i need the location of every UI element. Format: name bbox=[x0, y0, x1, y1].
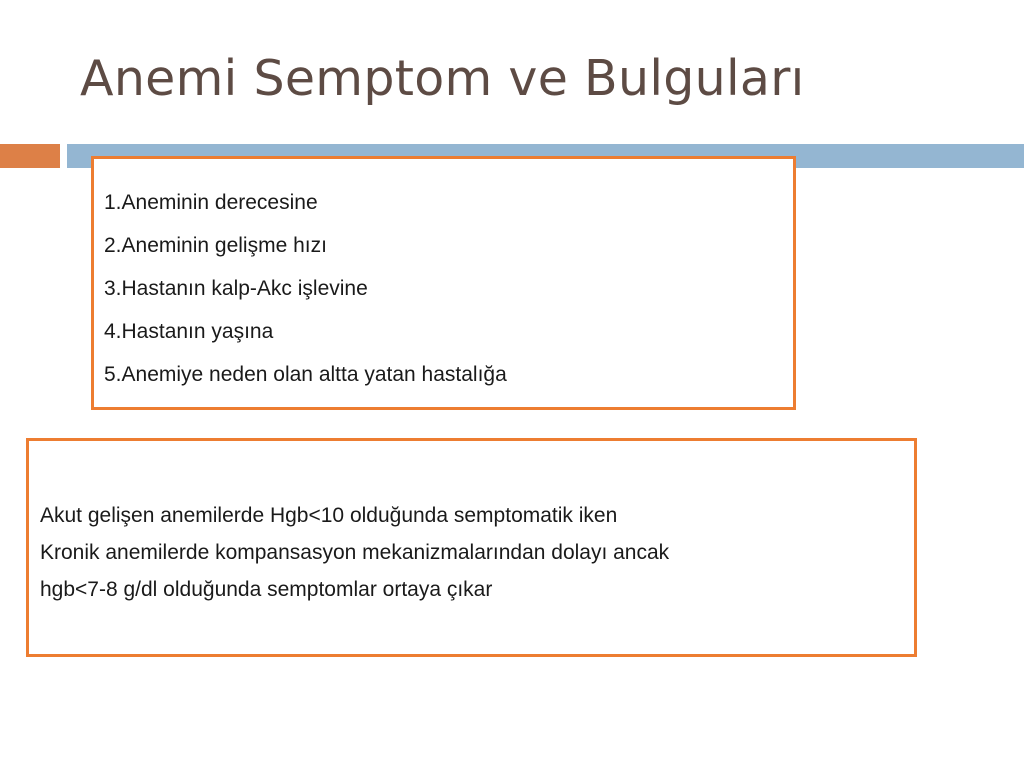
note-line: hgb<7-8 g/dl olduğunda semptomlar ortaya çıkar bbox=[40, 578, 493, 601]
factor-item: 3.Hastanın kalp-Akc işlevine bbox=[104, 277, 368, 300]
slide-title: Anemi Semptom ve Bulguları bbox=[80, 50, 805, 107]
factors-list bbox=[104, 186, 507, 401]
factor-item: 2.Aneminin gelişme hızı bbox=[104, 234, 327, 257]
hgb-note-box bbox=[26, 438, 917, 657]
accent-bar-orange bbox=[0, 144, 60, 168]
factor-item: 4.Hastanın yaşına bbox=[104, 320, 274, 343]
factors-box bbox=[91, 156, 796, 410]
hgb-note-text bbox=[40, 497, 669, 608]
note-line: Kronik anemilerde kompansasyon mekanizmalarından dolayı ancak bbox=[40, 541, 670, 564]
factor-item: 1.Aneminin derecesine bbox=[104, 191, 318, 214]
factor-item: 5.Anemiye neden olan altta yatan hastalığa bbox=[104, 363, 507, 386]
note-line: Akut gelişen anemilerde Hgb<10 olduğunda semptomatik iken bbox=[40, 504, 618, 527]
